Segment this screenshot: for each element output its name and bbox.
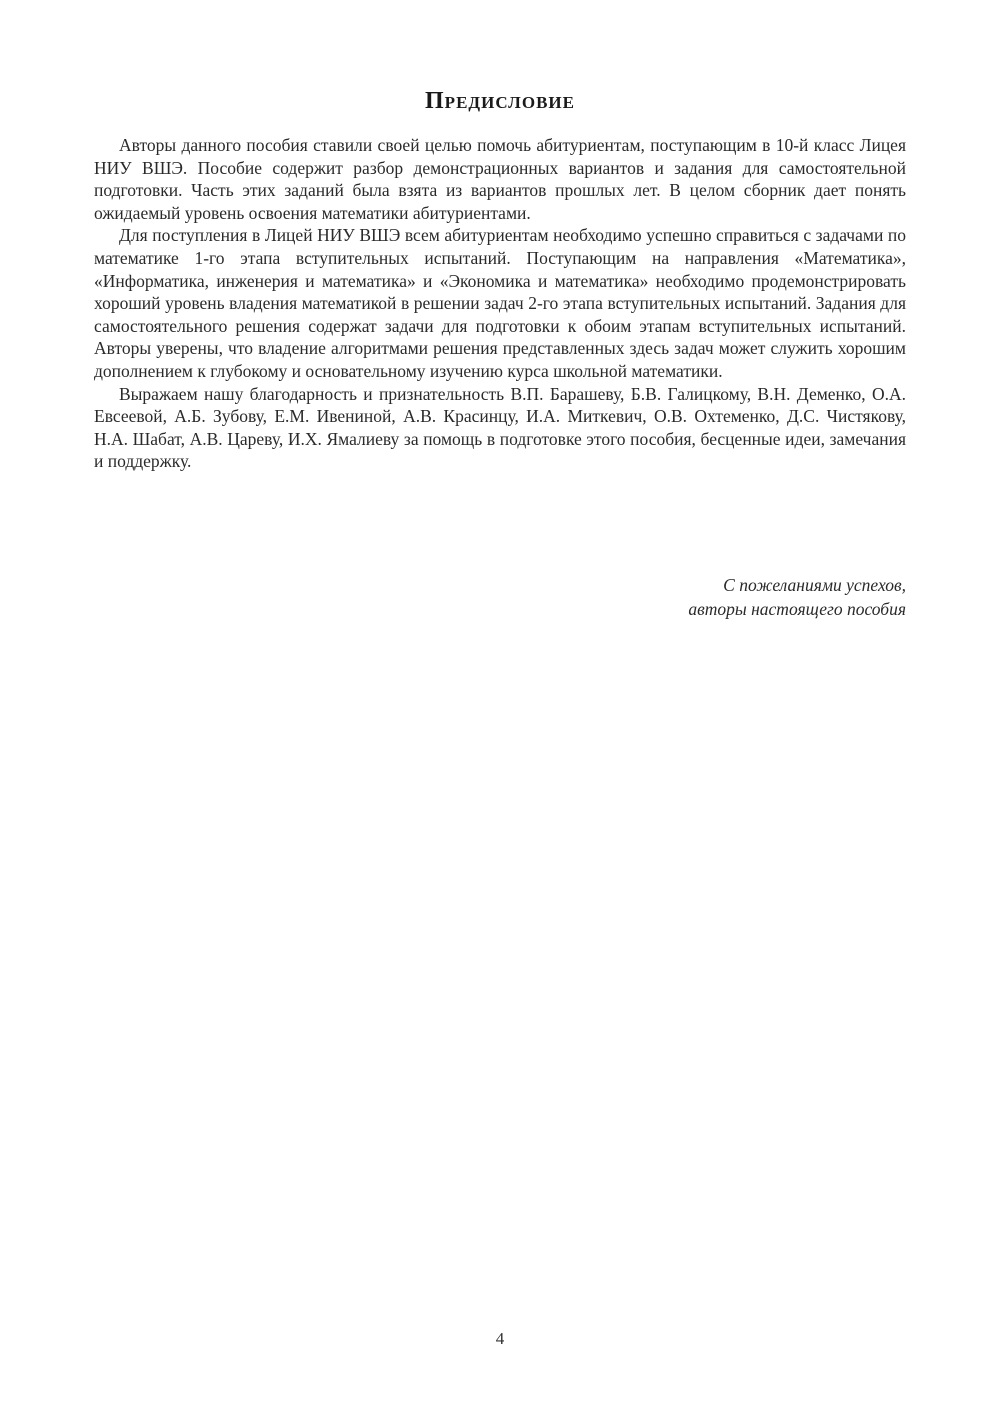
signature-line-2: авторы настоящего пособия [688, 599, 906, 619]
preface-body [94, 134, 906, 473]
page-number: 4 [495, 1329, 505, 1348]
paragraph-purpose: Авторы данного пособия ставили своей целью помочь абитуриентам, поступающим в 10-й класс Лицея НИУ ВШЭ. Пособие содержит разбор демонстрационных вариантов и задания для самостоятельной подготовки. Часть этих заданий была взята из вариантов прошлых лет. В целом сборник дает понять ожидаемый уровень освоения математики абитуриентами. [94, 135, 906, 223]
paragraph-acknowledgements: Выражаем нашу благодарность и признательность В.П. Барашеву, Б.В. Галицкому, В.Н. Деменко, О.А. Евсеевой, А.Б. Зубову, Е.М. Ивениной, А.В. Красинцу, И.А. Миткевич, О.В. Охтеменко, Д.С. Чистякову, Н.А. Шабат, А.В. Цареву, И.Х. Ямалиеву за помощь в подготовке этого пособия, бесценные идеи, замечания и поддержку. [94, 383, 906, 472]
signature-line-1: С пожеланиями успехов, [723, 575, 906, 595]
page-title: Предисловие [425, 88, 575, 114]
signature [688, 573, 906, 621]
paragraph-admission: Для поступления в Лицей НИУ ВШЭ всем абитуриентам необходимо успешно справиться с задачами по математике 1-го этапа вступительных испытаний. Поступающим на направления «Математика», «Информатика, инженерия и математика» и «Экономика и математика» необходимо продемонстрировать хороший уровень владения математикой в решении задач 2-го этапа вступительных испытаний. Задания для самостоятельного решения содержат задачи для подготовки к обоим этапам вступительных испытаний. Авторы уверены, что владение алгоритмами решения представленных здесь задач может служить хорошим дополнением к глубокому и основательному изучению курса школьной математики. [94, 225, 906, 381]
